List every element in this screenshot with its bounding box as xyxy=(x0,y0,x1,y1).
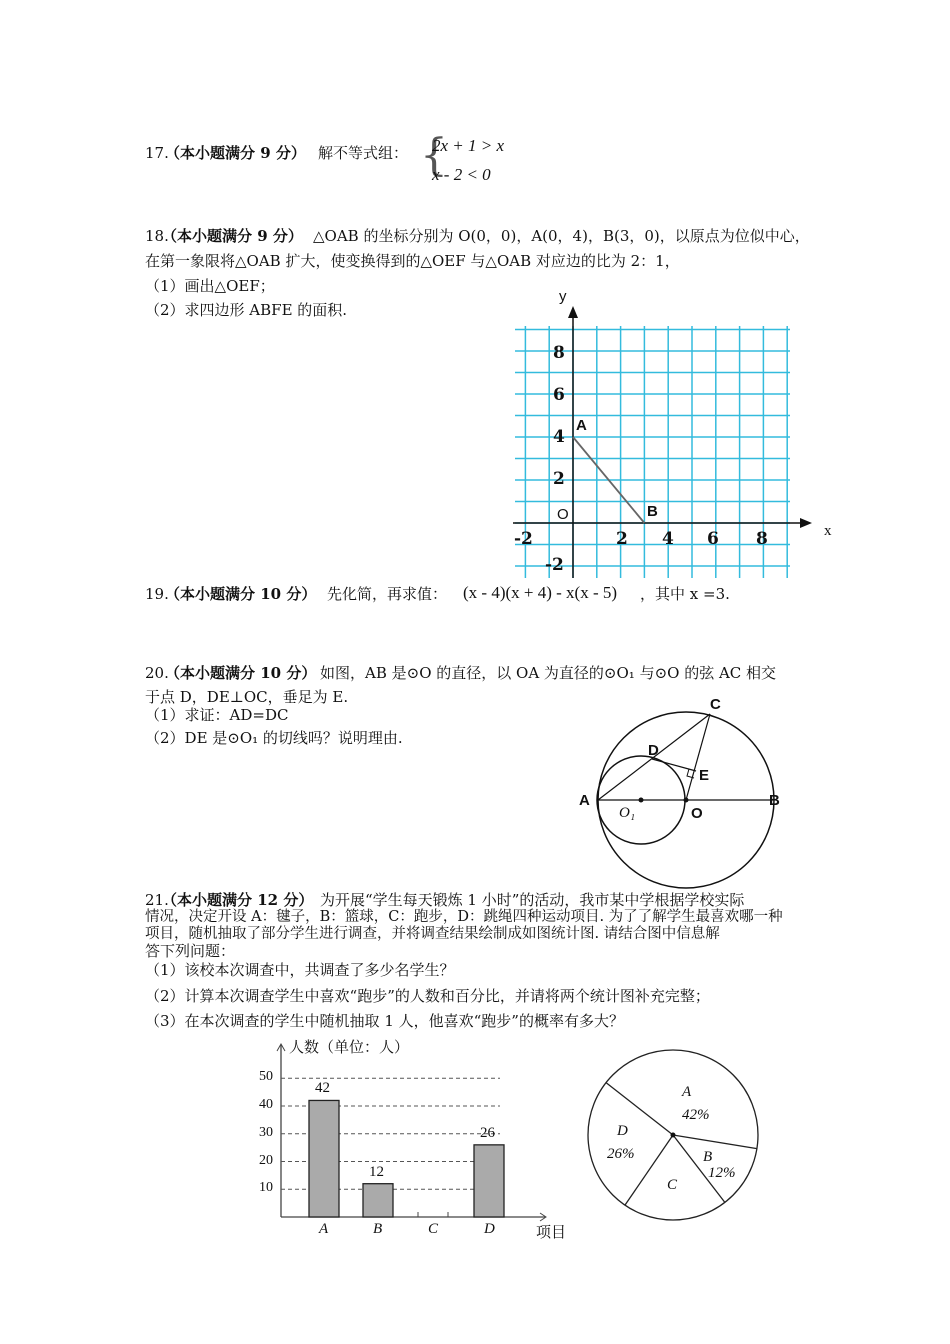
q21-line3: 项目，随机抽取了部分学生进行调查，并将调查结果绘制成如图统计图. 请结合图中信息解 xyxy=(145,926,720,942)
q21-sub2: （2）计算本次调查学生中喜欢“跑步”的人数和百分比，并请将两个统计图补充完整； xyxy=(145,987,710,1005)
label-b: B xyxy=(769,792,780,809)
q18-line2: 在第一象限将△OAB 扩大，使变换得到的△OEF 与△OAB 对应边的比为 2：1， xyxy=(145,252,680,270)
x-tick: 6 xyxy=(707,529,719,549)
label-o: O xyxy=(691,805,703,822)
q21-line4: 答下列问题： xyxy=(145,942,236,960)
label-c: C xyxy=(710,696,721,713)
q21-line2: 情况，决定开设 A：毽子，B：篮球，C：跑步，D：跳绳四种运动项目. 为了了解学生最喜欢哪一种 xyxy=(145,909,783,925)
q19-number: 19. xyxy=(145,585,169,603)
q18-number: 18. xyxy=(145,227,169,245)
bar-D xyxy=(474,1145,504,1217)
label-a: A xyxy=(579,792,590,809)
q20-line2: 于点 D，DE⊥OC，垂足为 E. xyxy=(145,688,349,706)
pie-slice-label: C xyxy=(667,1177,678,1193)
bar-y-tick: 10 xyxy=(259,1180,273,1196)
bar-data-label: 26 xyxy=(480,1124,495,1141)
x-axis-label: x xyxy=(824,523,832,539)
bar-category-label: D xyxy=(484,1221,495,1237)
origin-label: O xyxy=(557,506,569,523)
pie-slice-label: B xyxy=(703,1149,713,1165)
label-o1: O₁ xyxy=(619,805,636,821)
pie-slice-percent: 12% xyxy=(708,1165,736,1181)
q18-line1: △OAB 的坐标分别为 O(0，0)，A(0，4)，B(3，0)，以原点为位似中心， xyxy=(313,227,810,245)
pie-center xyxy=(671,1133,676,1138)
q21-line1: 为开展“学生每天锻炼 1 小时”的活动，我市某中学根据学校实际 xyxy=(320,891,745,909)
q17-score: （本小题满分 9 分） xyxy=(165,144,306,162)
bar-y-axis-label: 人数（单位：人） xyxy=(289,1039,410,1056)
q19-expression: (x - 4)(x + 4) - x(x - 5) xyxy=(463,583,618,602)
x-tick: 4 xyxy=(662,529,674,549)
pie-slice-label: D xyxy=(617,1123,628,1139)
q19-condition: ，其中 x =3. xyxy=(640,585,730,603)
q20-sub2: （2）DE 是⊙O₁ 的切线吗？说明理由. xyxy=(145,729,403,747)
bar-B xyxy=(363,1184,393,1217)
q17-eq2: x - 2 < 0 xyxy=(432,165,491,184)
bar-x-axis-label: 项目 xyxy=(536,1224,567,1241)
point-a-label: A xyxy=(576,417,587,434)
q19-text: 先化简，再求值： xyxy=(327,585,448,603)
bar-category-label: A xyxy=(319,1221,329,1237)
bar-category-label: B xyxy=(373,1221,383,1237)
label-e: E xyxy=(699,767,710,784)
q18-sub1: （1）画出△OEF； xyxy=(145,277,275,295)
y-tick: 6 xyxy=(553,385,565,405)
y-tick: 2 xyxy=(553,469,565,489)
bar-data-label: 42 xyxy=(315,1080,330,1097)
bar-y-tick: 50 xyxy=(259,1069,273,1085)
bar-y-tick: 20 xyxy=(259,1152,273,1168)
q21-number: 21. xyxy=(145,891,169,909)
bar-category-label: C xyxy=(428,1221,439,1237)
y-axis-label: y xyxy=(559,288,567,305)
q19-score: （本小题满分 10 分） xyxy=(165,585,317,603)
pie-slice-label: A xyxy=(682,1084,692,1100)
q21-sub1: （1）该校本次调查中，共调查了多少名学生？ xyxy=(145,961,455,979)
y-tick: 4 xyxy=(553,427,565,447)
brace: { xyxy=(420,130,448,181)
q17-eq1: 2x + 1 > x xyxy=(432,136,505,155)
bar-y-tick: 30 xyxy=(259,1124,273,1140)
pie-slice-boundary-B xyxy=(673,1135,757,1149)
q20-line1: 如图，AB 是⊙O 的直径，以 OA 为直径的⊙O₁ 与⊙O 的弦 AC 相交 xyxy=(320,664,777,682)
q17-text: 解不等式组： xyxy=(318,144,409,162)
bar-data-label: 12 xyxy=(369,1163,384,1180)
pie-slice-percent: 26% xyxy=(607,1146,635,1162)
q18-score: （本小题满分 9 分） xyxy=(162,227,303,245)
q21-sub3: （3）在本次调查的学生中随机抽取 1 人，他喜欢“跑步”的概率有多大？ xyxy=(145,1012,624,1030)
label-d: D xyxy=(648,742,659,759)
bar-y-tick: 40 xyxy=(259,1097,273,1112)
q20-number: 20. xyxy=(145,664,169,682)
x-tick: 8 xyxy=(756,529,768,549)
x-tick: -2 xyxy=(514,529,533,549)
point-b-label: B xyxy=(647,503,658,520)
q17-number: 17. xyxy=(145,144,169,162)
bar-A xyxy=(309,1100,339,1217)
y-tick: 8 xyxy=(553,343,565,363)
pie-slice-percent: 42% xyxy=(682,1107,710,1123)
q20-sub1: （1）求证：AD=DC xyxy=(145,706,289,724)
q21-score: （本小题满分 12 分） xyxy=(162,891,314,909)
y-tick: -2 xyxy=(545,555,564,575)
q18-sub2: （2）求四边形 ABFE 的面积. xyxy=(145,301,348,319)
x-tick: 2 xyxy=(616,529,628,549)
q20-score: （本小题满分 10 分） xyxy=(165,664,317,682)
